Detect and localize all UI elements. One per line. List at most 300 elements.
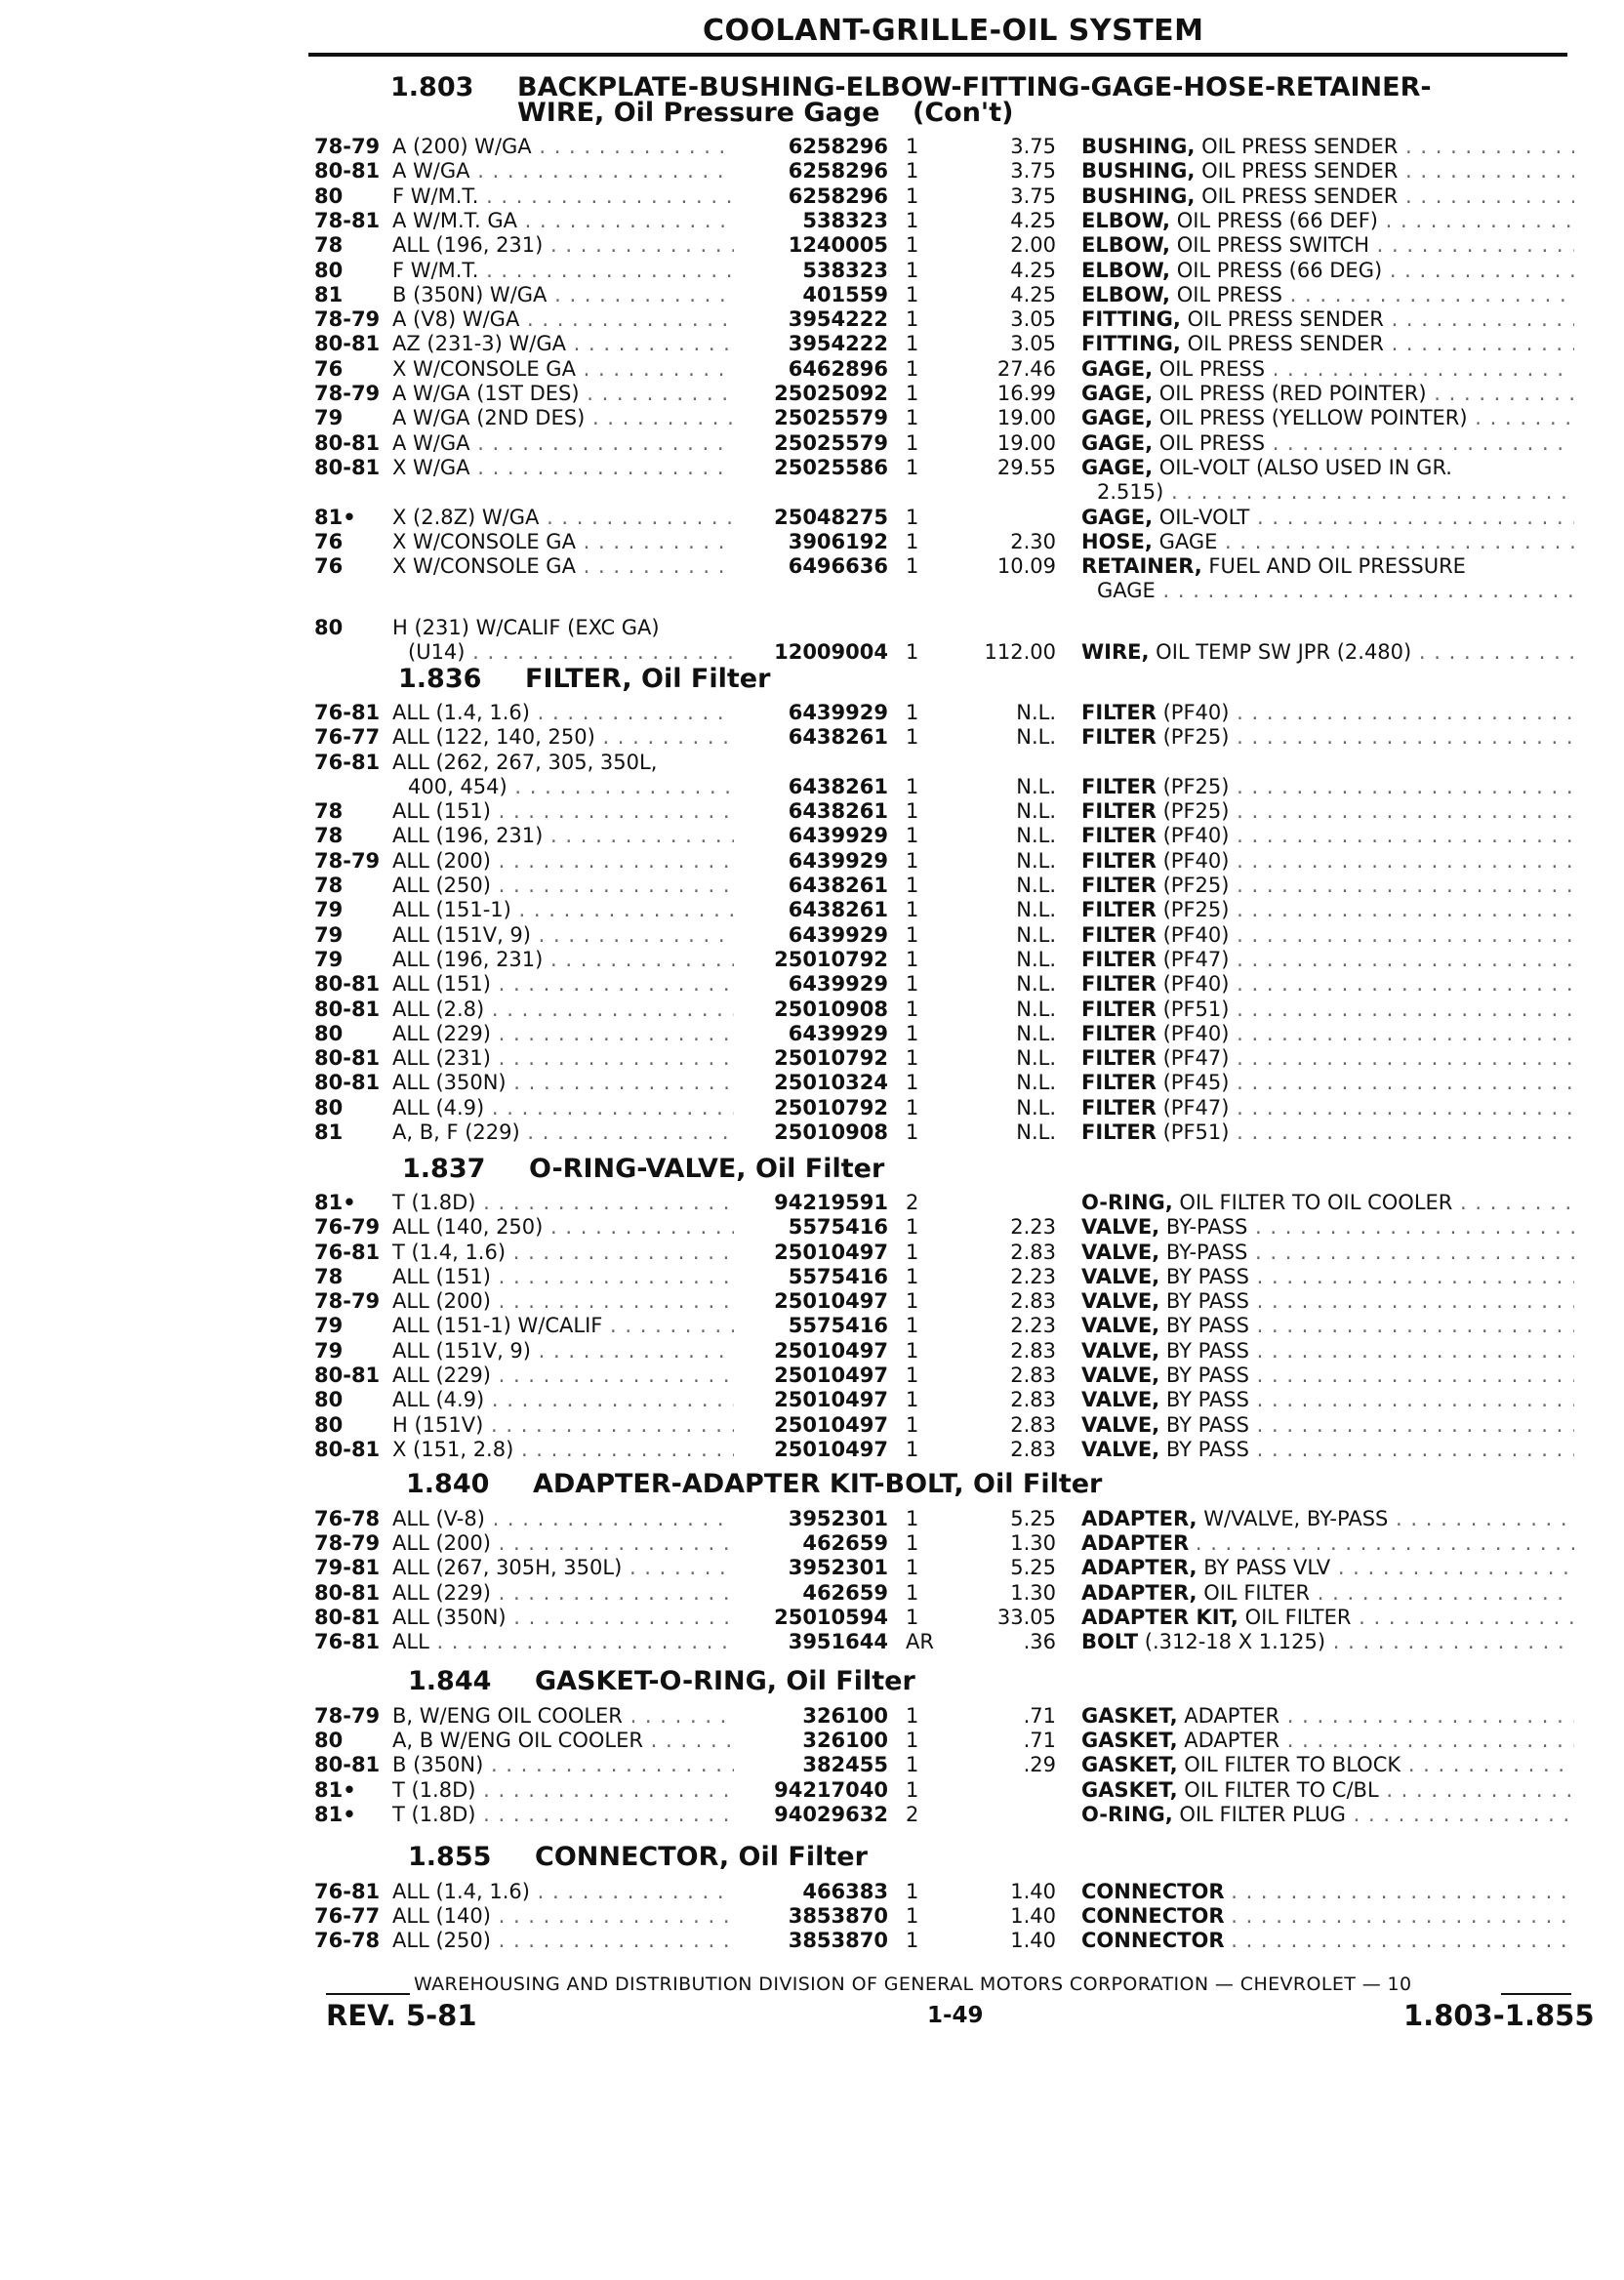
application-desc: A W/GA (2ND DES) . . .: [392, 406, 734, 429]
part-item: [1081, 1071, 1574, 1094]
part-detail: BY PASS . . .: [1166, 1388, 1574, 1411]
application-desc: ALL (151V, 9) . . .: [392, 1339, 734, 1363]
part-item: [1081, 1929, 1574, 1952]
quantity: 1: [906, 824, 919, 847]
table-row: [0, 1556, 1624, 1580]
model-year: 76-81: [314, 1880, 381, 1903]
part-name: O-RING,: [1081, 1191, 1173, 1214]
part-number: 25010792: [774, 1096, 888, 1120]
model-year: 80-81: [314, 159, 381, 183]
part-item: [1081, 1507, 1574, 1530]
application-desc: ALL (1.4, 1.6) . . .: [392, 1880, 734, 1903]
part-name: ADAPTER,: [1081, 1507, 1198, 1530]
part-number: 25010497: [774, 1413, 888, 1437]
part-number: 462659: [802, 1581, 888, 1605]
part-detail: (PF25) . . .: [1163, 799, 1574, 823]
quantity: 1: [906, 775, 919, 798]
part-name: CONNECTOR: [1081, 1880, 1225, 1903]
quantity: 1: [906, 1388, 919, 1411]
part-number: 25025586: [774, 456, 888, 479]
list-price: 2.83: [1010, 1339, 1056, 1363]
model-year: 81•: [314, 1803, 356, 1826]
part-item: [1081, 1606, 1574, 1629]
quantity: 1: [906, 1265, 919, 1288]
part-item: [1081, 1241, 1574, 1264]
part-name: CONNECTOR: [1081, 1904, 1225, 1928]
list-price: 19.00: [996, 431, 1056, 455]
table-row: [0, 1778, 1624, 1803]
application-desc: ALL . . .: [392, 1630, 734, 1653]
part-item: [1081, 640, 1574, 664]
part-number: 25010908: [774, 1120, 888, 1144]
list-price: N.L.: [1016, 998, 1056, 1021]
model-year: 79-81: [314, 1556, 381, 1579]
part-item: [1081, 1265, 1574, 1288]
application-desc: A (200) W/GA . . .: [392, 135, 734, 158]
model-year: 80: [314, 616, 344, 639]
part-detail: BY PASS VLV . . .: [1203, 1556, 1574, 1579]
list-price: N.L.: [1016, 898, 1056, 921]
model-year: 78-79: [314, 1531, 381, 1555]
list-price: N.L.: [1016, 1022, 1056, 1045]
part-detail: OIL FILTER . . .: [1203, 1581, 1574, 1605]
part-item: [1081, 209, 1574, 232]
quantity: 1: [906, 1339, 919, 1363]
list-price: 5.25: [1010, 1556, 1056, 1579]
part-number: 6439929: [788, 972, 888, 996]
application-desc: ALL (267, 305H, 350L) . . .: [392, 1556, 734, 1579]
part-name: FILTER: [1081, 998, 1157, 1021]
application-desc: X (2.8Z) W/GA . . .: [392, 506, 734, 529]
part-detail: (PF40) . . .: [1163, 701, 1574, 724]
part-name: VALVE,: [1081, 1215, 1160, 1239]
application-desc: A W/M.T. GA . . .: [392, 209, 734, 232]
part-item: [1081, 506, 1574, 529]
part-number: 6438261: [788, 725, 888, 749]
part-name: GASKET,: [1081, 1729, 1178, 1752]
section-number: 1.840: [406, 1469, 490, 1499]
part-number: 6258296: [788, 184, 888, 208]
part-number: 3853870: [788, 1904, 888, 1928]
part-detail: OIL FILTER TO BLOCK . . .: [1184, 1753, 1574, 1776]
list-price: .29: [1023, 1753, 1056, 1776]
part-number: 25010792: [774, 1046, 888, 1070]
quantity: AR: [906, 1630, 934, 1653]
application-desc: ALL (151) . . .: [392, 1265, 734, 1288]
part-name: VALVE,: [1081, 1314, 1160, 1337]
part-detail: (PF25) . . .: [1163, 775, 1574, 798]
part-name: FILTER: [1081, 923, 1157, 947]
list-price: 4.25: [1010, 283, 1056, 306]
quantity: 1: [906, 874, 919, 897]
application-desc: A W/GA (1ST DES) . . .: [392, 382, 734, 405]
part-name: BUSHING,: [1081, 159, 1196, 183]
part-name: VALVE,: [1081, 1413, 1160, 1437]
part-item: [1081, 1022, 1574, 1045]
application-desc: H (231) W/CALIF (EXC GA): [392, 616, 660, 639]
quantity: 1: [906, 1438, 919, 1461]
table-row: [0, 1096, 1624, 1120]
application-desc: ALL (196, 231) . . .: [392, 824, 734, 847]
application-desc: A, B, F (229) . . .: [392, 1120, 734, 1144]
part-detail: OIL-VOLT . . .: [1159, 506, 1574, 529]
application-desc: B (350N) . . .: [392, 1753, 734, 1776]
quantity: 1: [906, 259, 919, 282]
table-row: [0, 1265, 1624, 1289]
page-header-title: COOLANT-GRILLE-OIL SYSTEM: [703, 14, 1204, 48]
model-year: 80-81: [314, 1364, 381, 1387]
model-year: 78: [314, 1265, 344, 1288]
part-item: [1081, 1904, 1574, 1928]
part-name: RETAINER,: [1081, 554, 1202, 578]
part-detail: OIL FILTER . . .: [1245, 1606, 1574, 1629]
model-year: 80: [314, 1729, 344, 1752]
application-desc: ALL (151V, 9) . . .: [392, 923, 734, 947]
table-row: [0, 406, 1624, 430]
part-number: 326100: [802, 1704, 888, 1728]
table-row: [0, 1046, 1624, 1071]
application-desc: X (151, 2.8) . . .: [392, 1438, 734, 1461]
part-item: [1081, 1630, 1574, 1653]
model-year: 78: [314, 233, 344, 257]
part-name: FILTER: [1081, 898, 1157, 921]
part-item: [1081, 406, 1574, 429]
table-row: [0, 1880, 1624, 1904]
part-number: 3952301: [788, 1556, 888, 1579]
list-price: 1.40: [1010, 1904, 1056, 1928]
application-desc: A W/GA . . .: [392, 431, 734, 455]
model-year: 78-81: [314, 209, 381, 232]
section-heading: [408, 1842, 868, 1872]
header-rule: [308, 53, 1567, 57]
application-desc: ALL (200) . . .: [392, 1531, 734, 1555]
part-detail: OIL TEMP SW JPR (2.480) . . .: [1156, 640, 1574, 664]
part-item: [1081, 184, 1574, 208]
section-name: ADAPTER-ADAPTER KIT-BOLT, Oil Filter: [533, 1469, 1103, 1499]
quantity: 1: [906, 1929, 919, 1952]
part-detail: BY PASS . . .: [1166, 1339, 1574, 1363]
list-price: 4.25: [1010, 259, 1056, 282]
part-item: [1081, 1729, 1574, 1752]
part-item: [1081, 701, 1574, 724]
part-number: 25010792: [774, 948, 888, 971]
part-item: [1081, 998, 1574, 1021]
part-detail: (PF47) . . .: [1163, 1096, 1574, 1120]
list-price: 5.25: [1010, 1507, 1056, 1530]
list-price: 4.25: [1010, 209, 1056, 232]
part-name: GAGE,: [1081, 431, 1154, 455]
quantity: 1: [906, 1413, 919, 1437]
list-price: 27.46: [996, 357, 1056, 381]
table-row: [0, 184, 1624, 209]
part-detail: (PF25) . . .: [1163, 874, 1574, 897]
part-item: [1081, 1438, 1574, 1461]
part-detail: (PF40) . . .: [1163, 1022, 1574, 1045]
list-price: N.L.: [1016, 874, 1056, 897]
continued-label: (Con't): [913, 98, 1014, 128]
application-desc: T (1.8D) . . .: [392, 1803, 734, 1826]
quantity: 1: [906, 184, 919, 208]
part-detail: (PF51) . . .: [1163, 998, 1574, 1021]
part-item-continued: [1097, 480, 1574, 504]
list-price: 2.30: [1010, 530, 1056, 553]
part-number: 12009004: [774, 640, 888, 664]
application-desc: ALL (V-8) . . .: [392, 1507, 734, 1530]
part-item: [1081, 382, 1574, 405]
model-year: 76: [314, 357, 344, 381]
table-row: [0, 1071, 1624, 1095]
application-desc: B (350N) W/GA . . .: [392, 283, 734, 306]
part-item: [1081, 1880, 1574, 1903]
part-detail: OIL FILTER TO C/BL . . .: [1184, 1778, 1574, 1802]
model-year: 79: [314, 406, 344, 429]
list-price: 2.83: [1010, 1388, 1056, 1411]
part-number: 25025579: [774, 431, 888, 455]
section-number: 1.855: [408, 1842, 492, 1872]
part-name: GAGE,: [1081, 506, 1154, 529]
application-desc: X W/CONSOLE GA . . .: [392, 554, 734, 578]
part-name: ADAPTER,: [1081, 1556, 1198, 1579]
part-name: ADAPTER: [1081, 1531, 1190, 1555]
part-item: [1081, 307, 1574, 331]
table-row: [0, 1704, 1624, 1729]
part-number: 94217040: [774, 1778, 888, 1802]
part-name: GAGE,: [1081, 406, 1154, 429]
part-detail: FUEL AND OIL PRESSURE: [1208, 554, 1466, 578]
part-number: 6258296: [788, 135, 888, 158]
model-year: 79: [314, 1339, 344, 1363]
model-year: 78-79: [314, 849, 381, 873]
part-name: FILTER: [1081, 1120, 1157, 1144]
table-row: [0, 431, 1624, 456]
quantity: 1: [906, 898, 919, 921]
section-name-continued: WIRE, Oil Pressure Gage: [517, 98, 880, 128]
model-year: 76-81: [314, 1241, 381, 1264]
table-row: [0, 1753, 1624, 1777]
table-row: [0, 898, 1624, 922]
table-row: [0, 998, 1624, 1022]
list-price: 1.30: [1010, 1531, 1056, 1555]
quantity: 1: [906, 554, 919, 578]
part-item-continued: [1097, 579, 1574, 602]
list-price: 2.83: [1010, 1364, 1056, 1387]
part-number: 25010497: [774, 1289, 888, 1313]
list-price: 3.05: [1010, 332, 1056, 355]
part-detail: OIL PRESS . . .: [1159, 357, 1574, 381]
model-year: 76-81: [314, 751, 381, 774]
application-desc: A W/GA . . .: [392, 159, 734, 183]
quantity: 1: [906, 799, 919, 823]
quantity: 1: [906, 357, 919, 381]
part-item: [1081, 1289, 1574, 1313]
part-name: WIRE,: [1081, 640, 1150, 664]
part-number: 6439929: [788, 824, 888, 847]
quantity: 1: [906, 972, 919, 996]
list-price: N.L.: [1016, 775, 1056, 798]
model-year: 80-81: [314, 1753, 381, 1776]
part-name: BUSHING,: [1081, 184, 1196, 208]
quantity: 1: [906, 998, 919, 1021]
quantity: 1: [906, 1778, 919, 1802]
part-item: [1081, 972, 1574, 996]
application-desc: A, B W/ENG OIL COOLER . . .: [392, 1729, 734, 1752]
table-row: [0, 948, 1624, 972]
part-detail: (PF40) . . .: [1163, 972, 1574, 996]
list-price: 2.83: [1010, 1413, 1056, 1437]
application-desc: ALL (350N) . . .: [392, 1606, 734, 1629]
part-detail: BY PASS . . .: [1166, 1364, 1574, 1387]
part-name: FILTER: [1081, 1022, 1157, 1045]
part-detail: (PF51) . . .: [1163, 1120, 1574, 1144]
quantity: 1: [906, 1531, 919, 1555]
quantity: 1: [906, 1606, 919, 1629]
list-price: 2.23: [1010, 1265, 1056, 1288]
quantity: 1: [906, 456, 919, 479]
part-detail: (.312-18 X 1.125) . . .: [1145, 1630, 1574, 1653]
application-desc: X W/CONSOLE GA . . .: [392, 357, 734, 381]
part-item: [1081, 159, 1574, 183]
part-number: 3954222: [788, 332, 888, 355]
part-item: [1081, 431, 1574, 455]
quantity: 1: [906, 209, 919, 232]
part-number: 6496636: [788, 554, 888, 578]
part-number: 3853870: [788, 1929, 888, 1952]
part-item: [1081, 1581, 1574, 1605]
quantity: 1: [906, 1364, 919, 1387]
list-price: .36: [1023, 1630, 1056, 1653]
part-number: 5575416: [788, 1215, 888, 1239]
quantity: 1: [906, 1046, 919, 1070]
table-row: [0, 506, 1624, 530]
part-name: GASKET,: [1081, 1753, 1178, 1776]
model-year: 80: [314, 1413, 344, 1437]
model-year: 80-81: [314, 332, 381, 355]
application-desc: T (1.8D) . . .: [392, 1191, 734, 1214]
part-item: [1081, 530, 1574, 553]
list-price: 29.55: [996, 456, 1056, 479]
part-item: [1081, 233, 1574, 257]
part-detail: OIL PRESS . . .: [1177, 283, 1574, 306]
part-number: 6439929: [788, 849, 888, 873]
part-name: FILTER: [1081, 1071, 1157, 1094]
part-item: [1081, 259, 1574, 282]
part-number: 3906192: [788, 530, 888, 553]
model-year: 81: [314, 283, 344, 306]
part-detail: ADAPTER . . .: [1184, 1729, 1574, 1752]
part-detail: (PF45) . . .: [1163, 1071, 1574, 1094]
section-range: 1.803-1.855: [1403, 1999, 1595, 2032]
part-detail: BY PASS . . .: [1166, 1314, 1574, 1337]
part-name: VALVE,: [1081, 1265, 1160, 1288]
part-name: GASKET,: [1081, 1704, 1178, 1728]
table-row: [0, 382, 1624, 406]
application-desc: ALL (262, 267, 305, 350L,: [392, 751, 658, 774]
quantity: 1: [906, 725, 919, 749]
application-desc: ALL (229) . . .: [392, 1581, 734, 1605]
part-detail: OIL PRESS (RED POINTER) . . .: [1159, 382, 1574, 405]
part-item: [1081, 1314, 1574, 1337]
model-year: 76-77: [314, 725, 381, 749]
table-row: [0, 1438, 1624, 1462]
table-row: [0, 1191, 1624, 1215]
list-price: 16.99: [996, 382, 1056, 405]
list-price: 33.05: [996, 1606, 1056, 1629]
part-item: [1081, 948, 1574, 971]
part-detail: OIL PRESS SENDER . . .: [1188, 307, 1574, 331]
part-detail: OIL PRESS SENDER . . .: [1201, 135, 1574, 158]
list-price: 2.83: [1010, 1241, 1056, 1264]
model-year: 79: [314, 1314, 344, 1337]
model-year: 80: [314, 1022, 344, 1045]
part-number: 6438261: [788, 775, 888, 798]
model-year: 81: [314, 1120, 344, 1144]
list-price: N.L.: [1016, 849, 1056, 873]
table-row: [0, 1581, 1624, 1606]
list-price: 2.23: [1010, 1314, 1056, 1337]
part-item: [1081, 1753, 1574, 1776]
model-year: 80-81: [314, 1581, 381, 1605]
part-name: VALVE,: [1081, 1289, 1160, 1313]
list-price: N.L.: [1016, 1096, 1056, 1120]
list-price: 3.75: [1010, 135, 1056, 158]
table-row: [0, 751, 1624, 798]
part-number: 538323: [802, 209, 888, 232]
section-heading: [398, 664, 770, 694]
quantity: 1: [906, 1556, 919, 1579]
table-row: [0, 456, 1624, 504]
part-detail: OIL FILTER PLUG . . .: [1179, 1803, 1574, 1826]
quantity: 1: [906, 406, 919, 429]
table-row: [0, 824, 1624, 848]
quantity: 1: [906, 640, 919, 664]
list-price: N.L.: [1016, 923, 1056, 947]
part-item: [1081, 1046, 1574, 1070]
table-row: [0, 1729, 1624, 1753]
part-name: GAGE,: [1081, 357, 1154, 381]
part-number: 25025092: [774, 382, 888, 405]
part-name: FILTER: [1081, 799, 1157, 823]
quantity: 2: [906, 1803, 919, 1826]
part-number: 6439929: [788, 701, 888, 724]
list-price: N.L.: [1016, 972, 1056, 996]
part-number: 25025579: [774, 406, 888, 429]
table-row: [0, 1339, 1624, 1364]
list-price: N.L.: [1016, 725, 1056, 749]
list-price: N.L.: [1016, 824, 1056, 847]
part-number: 382455: [802, 1753, 888, 1776]
model-year: 78-79: [314, 1289, 381, 1313]
part-number: 462659: [802, 1531, 888, 1555]
model-year: 78-79: [314, 382, 381, 405]
table-row: [0, 1314, 1624, 1338]
application-desc: X W/CONSOLE GA . . .: [392, 530, 734, 553]
revision-label: REV. 5-81: [326, 1999, 477, 2032]
part-detail: OIL PRESS (YELLOW POINTER) . . .: [1159, 406, 1574, 429]
part-number: 25010497: [774, 1364, 888, 1387]
application-desc: F W/M.T. . . .: [392, 259, 734, 282]
table-row: [0, 849, 1624, 874]
application-desc: ALL (229) . . .: [392, 1022, 734, 1045]
application-desc: ALL (200) . . .: [392, 1289, 734, 1313]
application-desc: ALL (250) . . .: [392, 874, 734, 897]
part-number: 25010594: [774, 1606, 888, 1629]
model-year: 78-79: [314, 307, 381, 331]
table-row: [0, 233, 1624, 258]
part-detail: OIL PRESS SENDER . . .: [1201, 184, 1574, 208]
part-detail: BY PASS . . .: [1166, 1438, 1574, 1461]
part-number: 6462896: [788, 357, 888, 381]
part-detail: OIL-VOLT (ALSO USED IN GR.: [1158, 456, 1452, 479]
